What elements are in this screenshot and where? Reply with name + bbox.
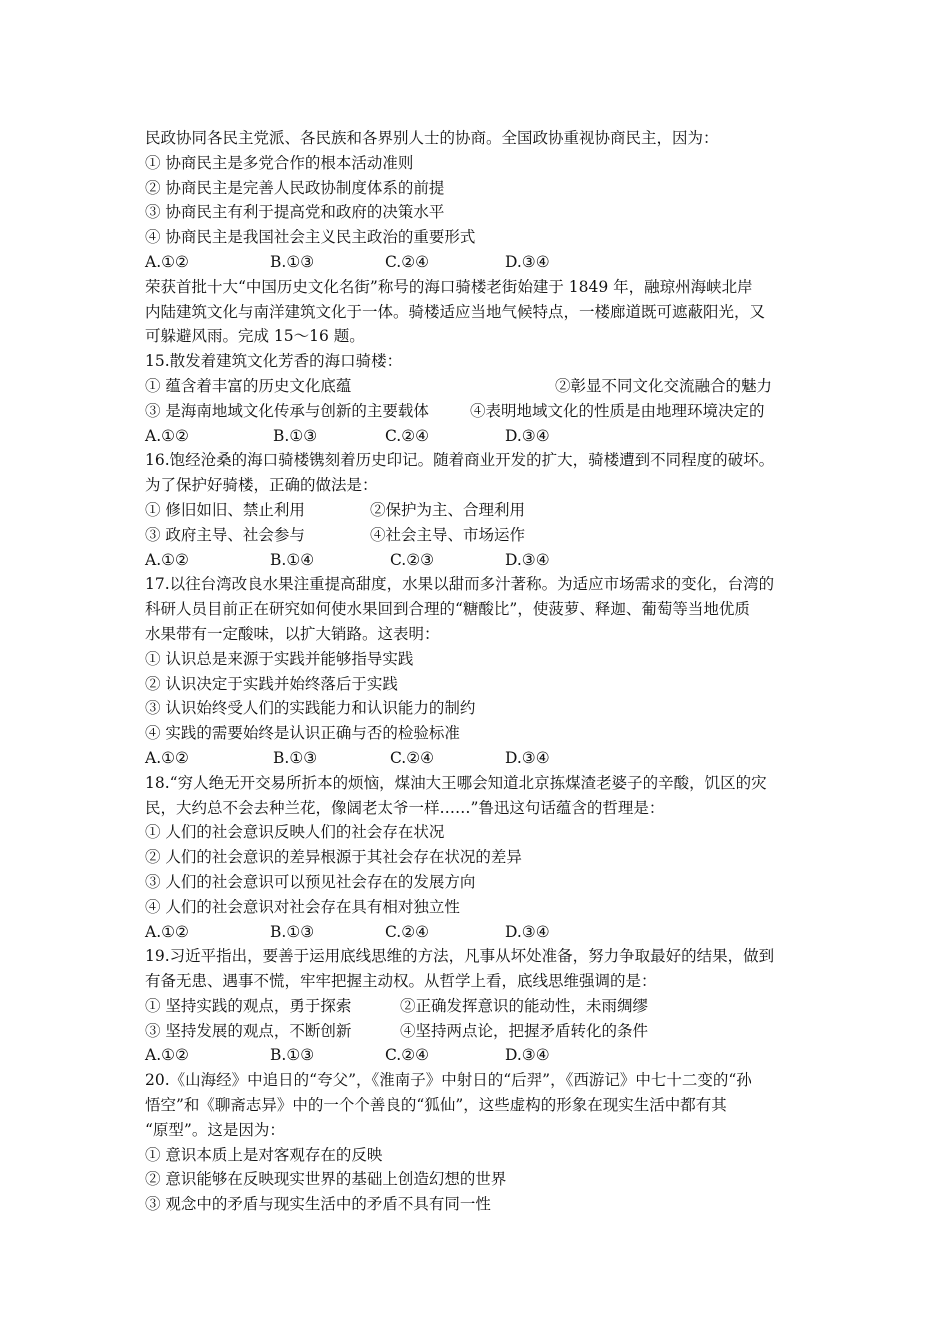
q15-statement-2: ②彰显不同文化交流融合的魅力	[555, 376, 773, 395]
q19-option-a: A.①②	[145, 1046, 189, 1065]
q16-option-b: B.①④	[270, 550, 315, 569]
q18-statement-3: ③ 人们的社会意识可以预见社会存在的发展方向	[145, 872, 476, 891]
q15-option-b: B.①③	[273, 426, 318, 445]
q15-statement-1: ① 蕴含着丰富的历史文化底蕴	[145, 376, 352, 395]
q17-statement-3: ③ 认识始终受人们的实践能力和认识能力的制约	[145, 699, 476, 718]
q16-option-c: C.②③	[390, 550, 435, 569]
q14-statement-2: ② 协商民主是完善人民政协制度体系的前提	[145, 178, 445, 197]
q14-option-a: A.①②	[145, 252, 189, 271]
passage-line-2: 内陆建筑文化与南洋建筑文化于一体。骑楼适应当地气候特点，一楼廊道既可遮蔽阳光，又	[145, 302, 766, 321]
q17-option-c: C.②④	[390, 748, 435, 767]
q19-statement-1: ① 坚持实践的观点，勇于探索	[145, 996, 352, 1015]
q16-statement-4: ④社会主导、市场运作	[370, 525, 526, 544]
q19-statement-4: ④坚持两点论，把握矛盾转化的条件	[400, 1021, 649, 1040]
q16-option-d: D.③④	[505, 550, 550, 569]
q20-statement-1: ① 意识本质上是对客观存在的反映	[145, 1145, 383, 1164]
q18-option-b: B.①③	[270, 922, 315, 941]
q16-option-a: A.①②	[145, 550, 189, 569]
q16-options	[145, 548, 810, 573]
q19-option-b: B.①③	[270, 1046, 315, 1065]
q18-statement-4: ④ 人们的社会意识对社会存在具有相对独立性	[145, 897, 460, 916]
q15-statement-4: ④表明地域文化的性质是由地理环境决定的	[470, 401, 765, 420]
q19-statements-row-2	[145, 1019, 810, 1044]
q17-statement-1: ① 认识总是来源于实践并能够指导实践	[145, 649, 414, 668]
q15-statements-row-2	[145, 399, 810, 424]
q19-statement-2: ②正确发挥意识的能动性，未雨绸缪	[400, 996, 649, 1015]
q14-options	[145, 250, 810, 275]
q17-stem-2: 科研人员目前正在研究如何使水果回到合理的“糖酸比”，使菠萝、释迦、葡萄等当地优质	[145, 600, 750, 619]
q19-option-d: D.③④	[505, 1046, 550, 1065]
q15-stem: 15.散发着建筑文化芳香的海口骑楼：	[145, 352, 403, 371]
q18-option-c: C.②④	[385, 922, 430, 941]
q17-option-b: B.①③	[273, 748, 318, 767]
q16-statement-2: ②保护为主、合理利用	[370, 500, 526, 519]
q20-statement-2: ② 意识能够在反映现实世界的基础上创造幻想的世界	[145, 1170, 507, 1189]
q15-option-d: D.③④	[505, 426, 550, 445]
q15-options	[145, 424, 810, 449]
q19-option-c: C.②④	[385, 1046, 430, 1065]
exam-page	[145, 126, 810, 1217]
q18-stem-2: 民，大约总不会去种兰花，像阔老太爷一样……”鲁迅这句话蕴含的哲理是：	[145, 798, 665, 817]
q16-stem-1: 16.饱经沧桑的海口骑楼镌刻着历史印记。随着商业开发的扩大，骑楼遭到不同程度的破坏。	[145, 451, 775, 470]
q19-statement-3: ③ 坚持发展的观点，不断创新	[145, 1021, 352, 1040]
passage-line-3: 可躲避风雨。完成 15～16 题。	[145, 327, 365, 346]
q18-option-a: A.①②	[145, 922, 189, 941]
q17-statement-2: ② 认识决定于实践并始终落后于实践	[145, 674, 398, 693]
q14-option-c: C.②④	[385, 252, 430, 271]
q16-statement-1: ① 修旧如旧、禁止利用	[145, 500, 305, 519]
q16-statement-3: ③ 政府主导、社会参与	[145, 525, 305, 544]
q20-stem-3: “原型”。这是因为：	[145, 1120, 285, 1139]
passage-line-1: 荣获首批十大“中国历史文化名街”称号的海口骑楼老街始建于 1849 年，融琼州海峡北岸	[145, 277, 753, 296]
q16-statements-row-1	[145, 498, 810, 523]
q17-statement-4: ④ 实践的需要始终是认识正确与否的检验标准	[145, 724, 460, 743]
q18-statement-2: ② 人们的社会意识的差异根源于其社会存在状况的差异	[145, 848, 522, 867]
q14-statement-1: ① 协商民主是多党合作的根本活动准则	[145, 153, 414, 172]
q17-stem-3: 水果带有一定酸味，以扩大销路。这表明：	[145, 624, 440, 643]
q20-stem-1: 20.《山海经》中追日的“夸父”，《淮南子》中射日的“后羿”，《西游记》中七十二变的“孙	[145, 1071, 752, 1090]
q19-options	[145, 1043, 810, 1068]
q17-options	[145, 746, 810, 771]
q15-statements-row-1	[145, 374, 810, 399]
q14-statement-4: ④ 协商民主是我国社会主义民主政治的重要形式	[145, 228, 476, 247]
q19-stem-1: 19.习近平指出，要善于运用底线思维的方法，凡事从坏处准备，努力争取最好的结果，做到	[145, 947, 775, 966]
q17-option-a: A.①②	[145, 748, 189, 767]
q16-stem-2: 为了保护好骑楼，正确的做法是：	[145, 476, 378, 495]
q14-option-d: D.③④	[505, 252, 550, 271]
q20-statement-3: ③ 观念中的矛盾与现实生活中的矛盾不具有同一性	[145, 1195, 491, 1214]
q18-statement-1: ① 人们的社会意识反映人们的社会存在状况	[145, 823, 445, 842]
q20-stem-2: 悟空”和《聊斋志异》中的一个个善良的“狐仙”，这些虚构的形象在现实生活中都有其	[145, 1096, 727, 1115]
q15-statement-3: ③ 是海南地域文化传承与创新的主要载体	[145, 401, 429, 420]
q17-option-d: D.③④	[505, 748, 550, 767]
q15-option-a: A.①②	[145, 426, 189, 445]
q19-stem-2: 有备无患、遇事不慌，牢牢把握主动权。从哲学上看，底线思维强调的是：	[145, 972, 657, 991]
q18-stem-1: 18.“穷人绝无开交易所折本的烦恼，煤油大王哪会知道北京拣煤渣老婆子的辛酸，饥区的灾	[145, 773, 767, 792]
q14-statement-3: ③ 协商民主有利于提高党和政府的决策水平	[145, 203, 445, 222]
q14-option-b: B.①③	[270, 252, 315, 271]
q17-stem-1: 17.以往台湾改良水果注重提高甜度，水果以甜而多汁著称。为适应市场需求的变化，台湾的	[145, 575, 775, 594]
q18-option-d: D.③④	[505, 922, 550, 941]
q15-option-c: C.②④	[385, 426, 430, 445]
q18-options	[145, 920, 810, 945]
q19-statements-row-1	[145, 994, 810, 1019]
q14-stem-tail: 民政协同各民主党派、各民族和各界别人士的协商。全国政协重视协商民主，因为：	[145, 129, 719, 147]
q16-statements-row-2	[145, 523, 810, 548]
